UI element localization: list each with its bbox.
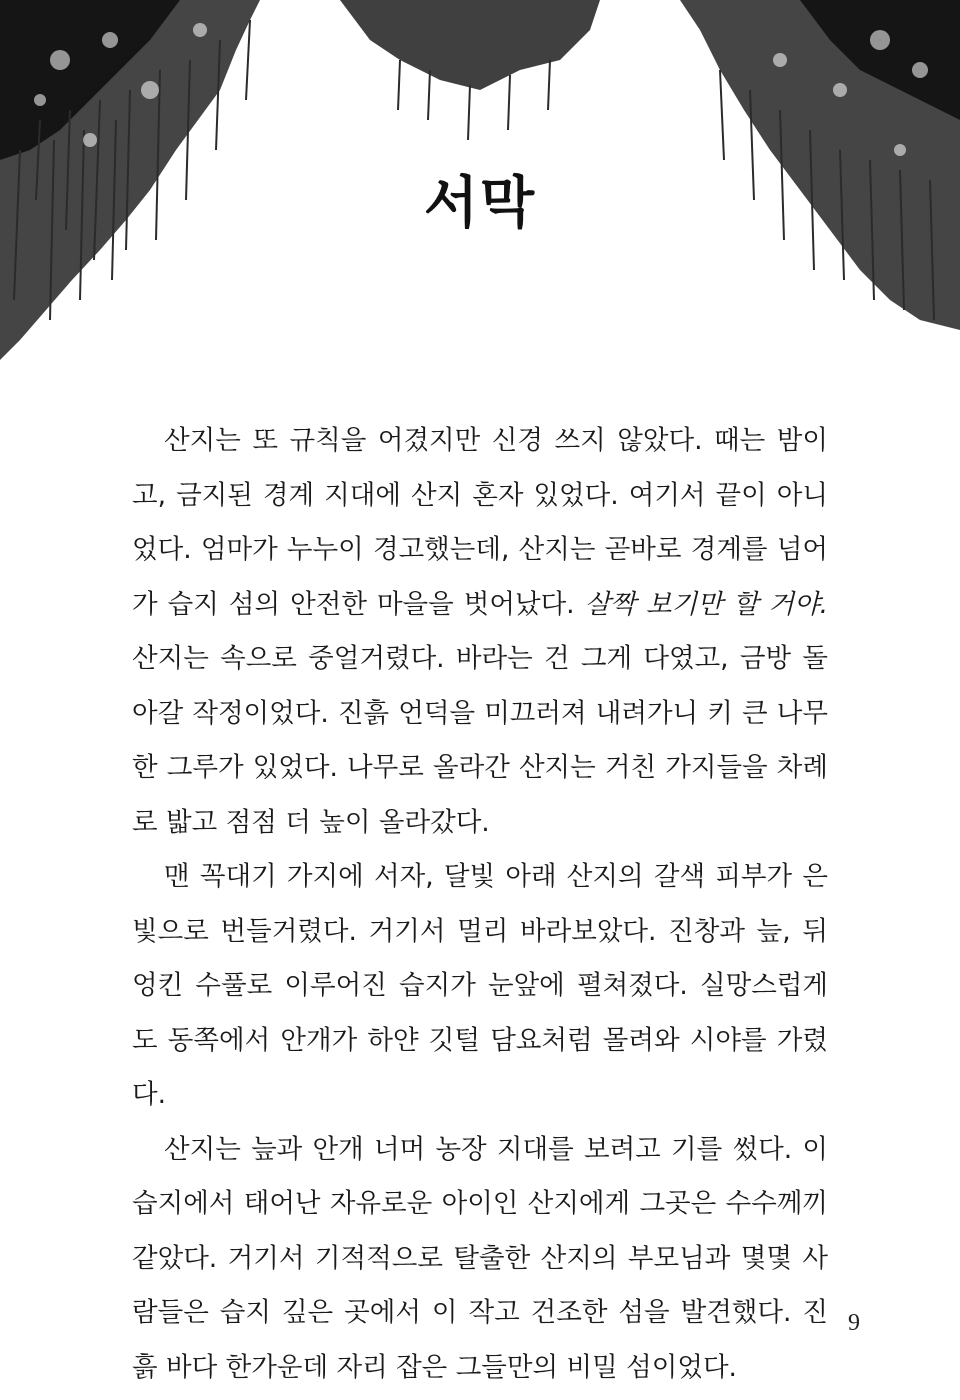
- paragraph-1: [132, 414, 828, 850]
- chapter-title: 서막: [423, 171, 537, 236]
- page-number: 9: [848, 1310, 860, 1336]
- paragraph-2: 맨 꼭대기 가지에 서자, 달빛 아래 산지의 갈색 피부가 은빛으로 번들거렸다. 거기서 멀리 바라보았다. 진창과 늪, 뒤엉킨 수풀로 이루어진 습지가 눈앞에 펼쳐졌다. 실망스럽게도 동쪽에서 안개가 하얀 깃털 담요처럼 몰려와 시야를 가렸다.: [132, 861, 828, 1110]
- paragraph-1-italic-thought: 살짝 보기만 할 거야.: [584, 588, 828, 620]
- paragraph-3: 산지는 늪과 안개 너머 농장 지대를 보려고 기를 썼다. 이 습지에서 태어난 자유로운 아이인 산지에게 그곳은 수수께끼 같았다. 거기서 기적적으로 탈출한 산지의 부모님과 몇몇 사람들은 습지 깊은 곳에서 이 작고 건조한 섬을 발견했다. 진흙 바다 한가운데 자리 잡은 그들만의 비밀 섬이었다.: [132, 1133, 828, 1383]
- paragraph-1-text-a: 산지는 또 규칙을 어겼지만 신경 쓰지 않았다. 때는 밤이고, 금지된 경계 지대에 산지 혼자 있었다. 여기서 끝이 아니었다. 엄마가 누누이 경고했는데, 산지는 곧바로 경계를 넘어가 습지 섬의 안전한 마을을 벗어났다.: [132, 425, 828, 620]
- paragraph-1-text-b: 산지는 속으로 중얼거렸다. 바라는 건 그게 다였고, 금방 돌아갈 작정이었다. 진흙 언덕을 미끄러져 내려가니 키 큰 나무 한 그루가 있었다. 나무로 올라간 산지는 거친 가지들을 차례로 밟고 점점 더 높이 올라갔다.: [132, 643, 828, 838]
- body-text: [132, 414, 828, 1395]
